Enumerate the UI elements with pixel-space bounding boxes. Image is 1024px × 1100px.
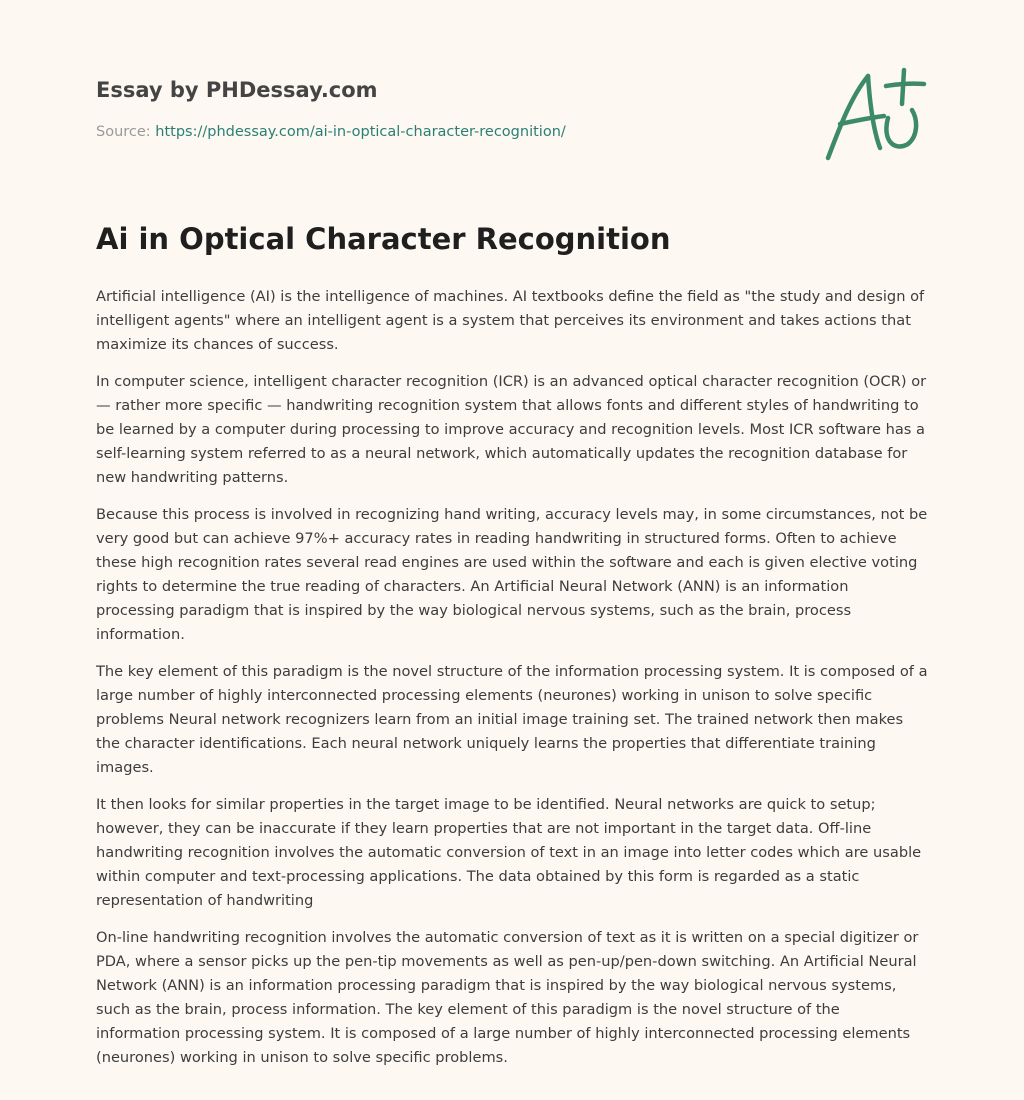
brand-title: Essay by PHDessay.com <box>96 78 378 102</box>
essay-paragraph-6: On-line handwriting recognition involves the automatic conversion of text as it is written on a special digitizer or PDA, where a sensor picks up the pen-tip movements as well as pen-up/pen-down switching. An Artificial Neural Network (ANN) is an information processing paradigm that is inspired by the way biological nervous systems, such as the brain, process information. The key element of this paradigm is the novel structure of the information processing system. It is composed of a large number of highly interconnected processing elements (neurones) working in unison to solve specific problems. <box>96 929 919 1066</box>
essay-body <box>96 285 928 1083</box>
a-plus-icon <box>824 66 928 166</box>
essay-paragraph-3: Because this process is involved in recognizing hand writing, accuracy levels may, in some circumstances, not be very good but can achieve 97%+ accuracy rates in reading handwriting in structured forms. Often to achieve these high recognition rates several read engines are used within the software and each is given elective voting rights to determine the true reading of characters. An Artificial Neural Network (ANN) is an information processing paradigm that is inspired by the way biological nervous systems, such as the brain, process information. <box>96 506 928 643</box>
source-line <box>96 124 566 140</box>
source-link[interactable]: https://phdessay.com/ai-in-optical-character-recognition/ <box>155 124 566 140</box>
essay-paragraph-4: The key element of this paradigm is the novel structure of the information processing system. It is composed of a large number of highly interconnected processing elements (neurones) working in unison to solve specific problems Neural network recognizers learn from an initial image training set. The trained network then makes the character identifications. Each neural network uniquely learns the properties that differentiate training images. <box>96 663 928 776</box>
essay-paragraph-5: It then looks for similar properties in the target image to be identified. Neural networks are quick to setup; however, they can be inaccurate if they learn properties that are not important in the target data. Off-line handwriting recognition involves the automatic conversion of text in an image into letter codes which are usable within computer and text-processing applications. The data obtained by this form is regarded as a static representation of handwriting <box>96 796 922 909</box>
source-label: Source: <box>96 124 151 140</box>
essay-paragraph-1: Artificial intelligence (AI) is the intelligence of machines. AI textbooks define the field as "the study and design of intelligent agents" where an intelligent agent is a system that perceives its environment and takes actions that maximize its chances of success. <box>96 288 925 353</box>
essay-paragraph-2: In computer science, intelligent character recognition (ICR) is an advanced optical character recognition (OCR) or — rather more specific — handwriting recognition system that allows fonts and different styles of handwriting to be learned by a computer during processing to improve accuracy and recognition levels. Most ICR software has a self-learning system referred to as a neural network, which automatically updates the recognition database for new handwriting patterns. <box>96 373 927 486</box>
essay-title: Ai in Optical Character Recognition <box>96 222 671 256</box>
